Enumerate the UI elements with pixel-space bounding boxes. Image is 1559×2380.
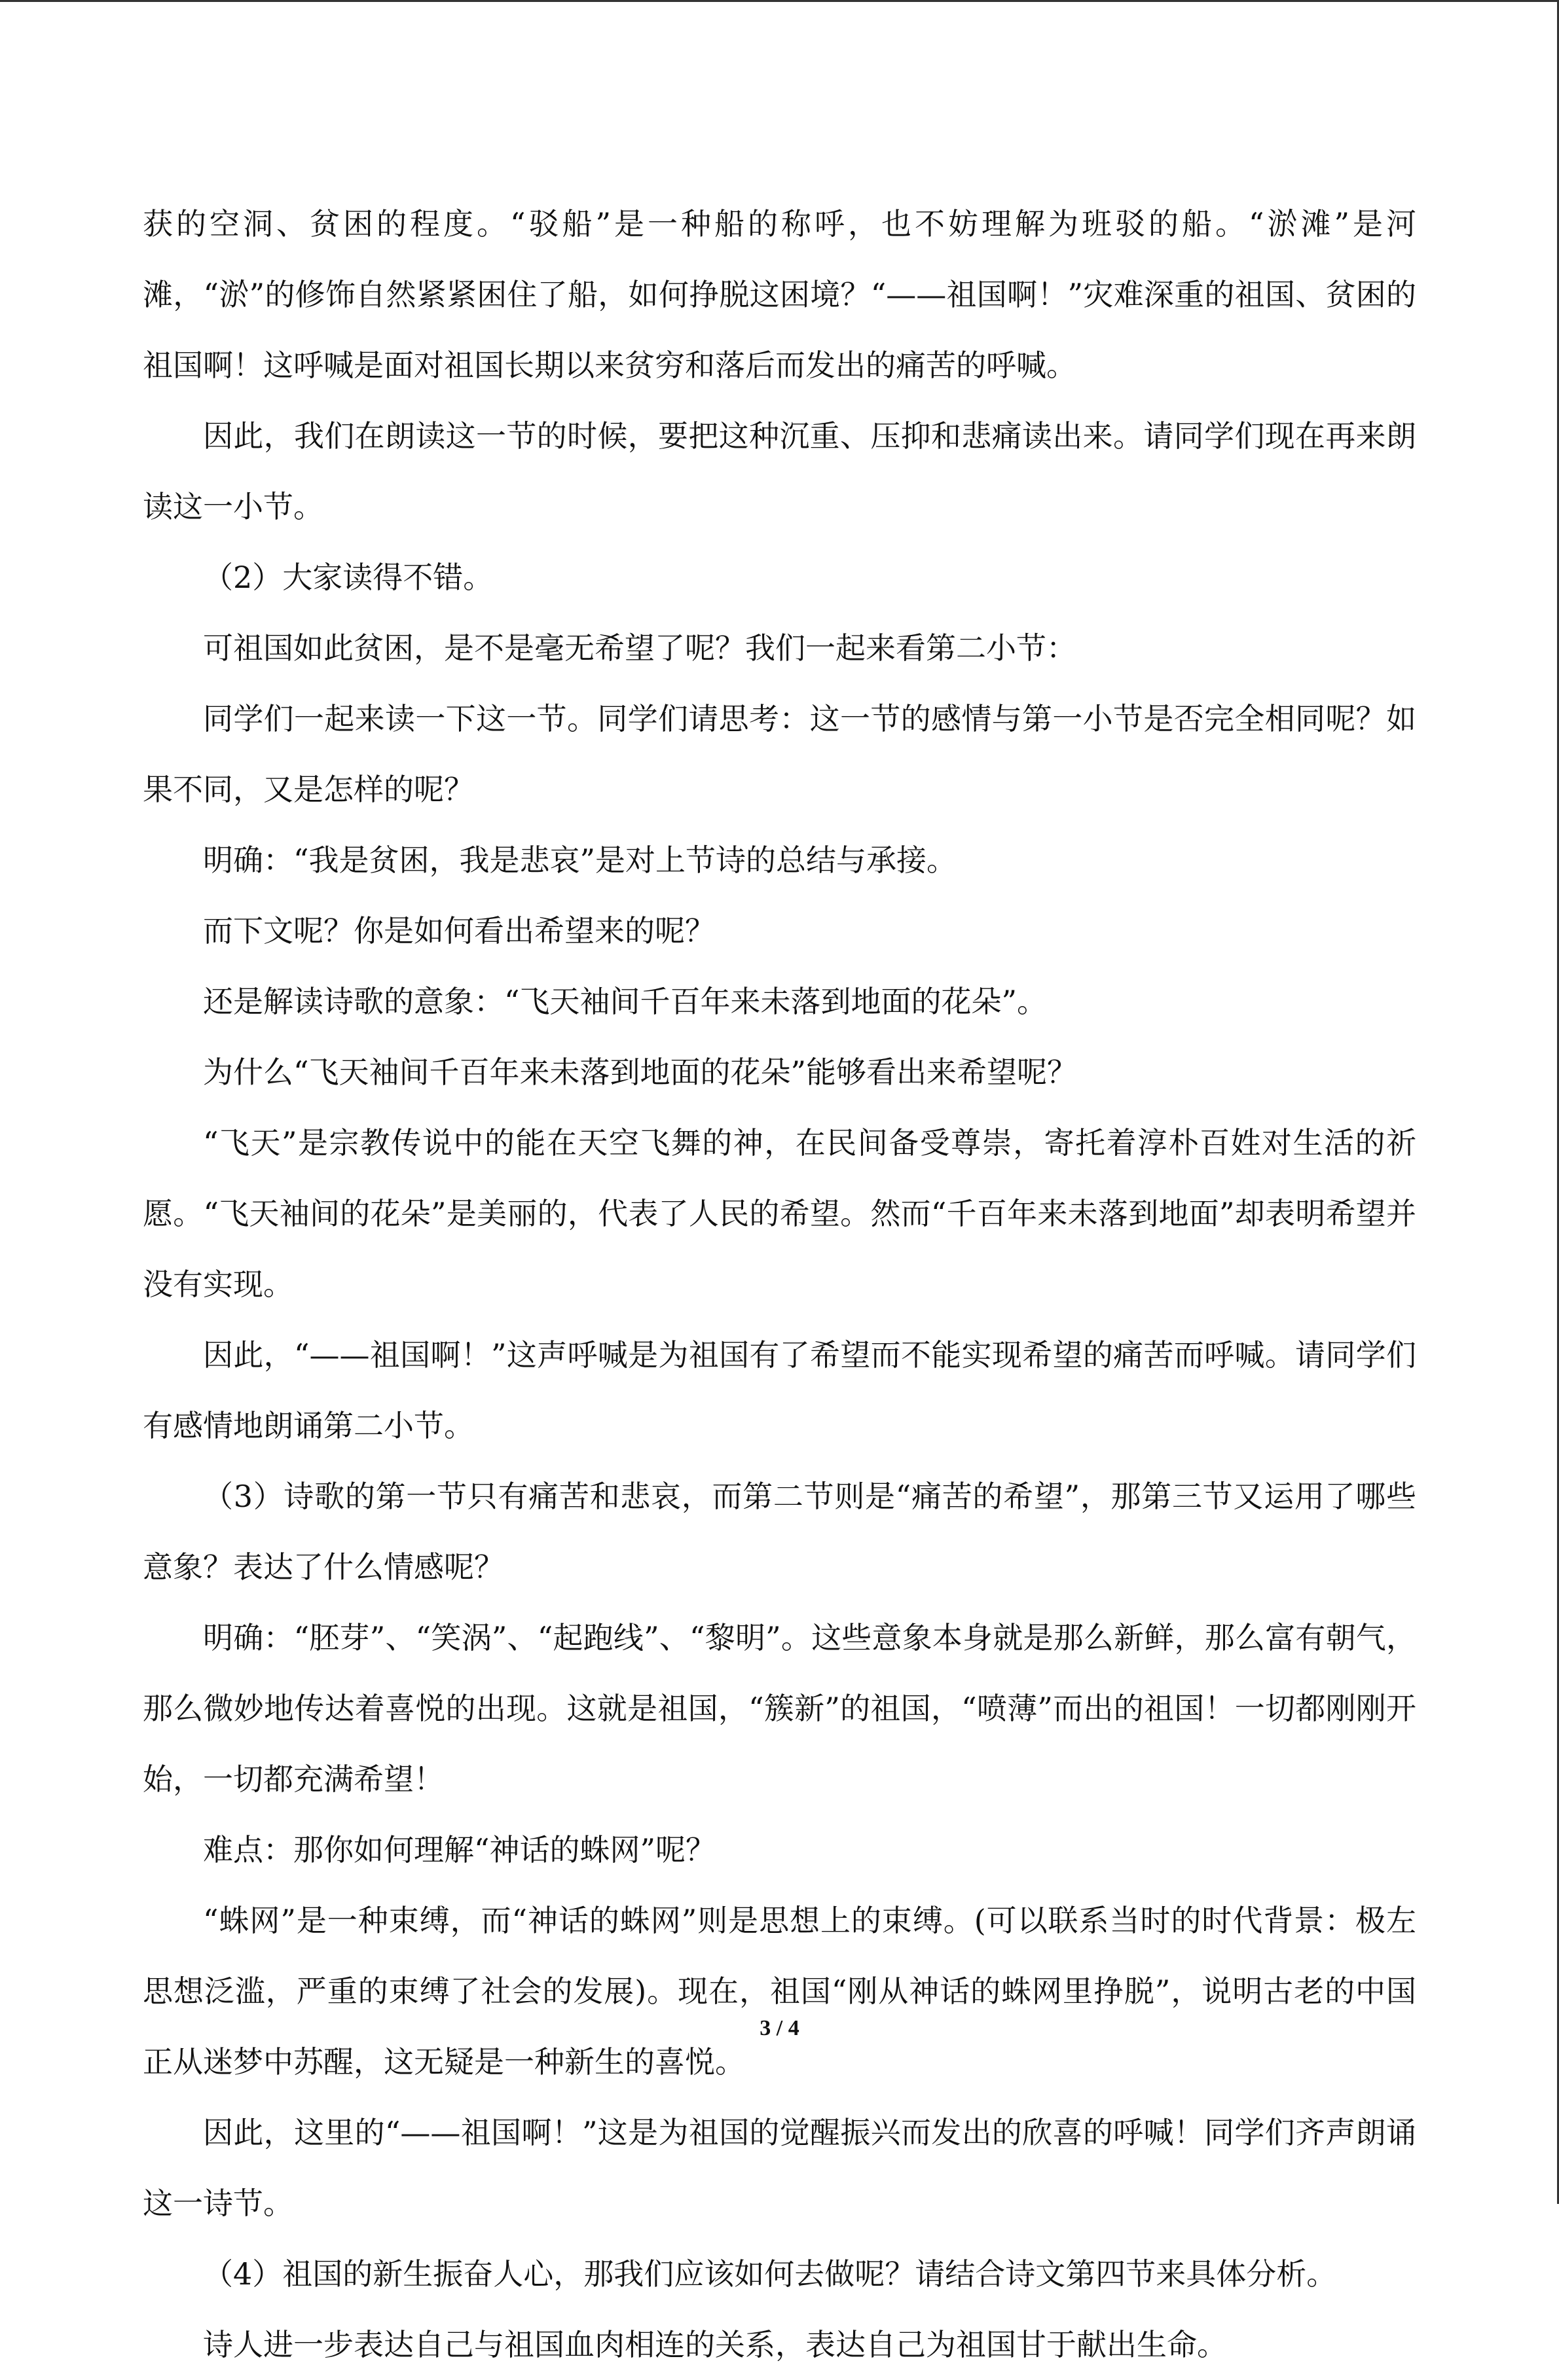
paragraph: 明确：“胚芽”、“笑涡”、“起跑线”、“黎明”。这些意象本身就是那么新鲜，那么富有朝气，那么微妙地传达着喜悦的出现。这就是祖国，“簇新”的祖国，“喷薄”而出的祖国！一切都刚刚开始，一切都充满希望！	[143, 1620, 1416, 1797]
paragraph: 诗人进一步表达自己与祖国血肉相连的关系，表达自己为祖国甘于献出生命。	[203, 2327, 1227, 2362]
paragraph: 因此，“——祖国啊！”这声呼喊是为祖国有了希望而不能实现希望的痛苦而呼喊。请同学们有感情地朗诵第二小节。	[143, 1337, 1416, 1443]
paragraph: 明确：“我是贫困，我是悲哀”是对上节诗的总结与承接。	[203, 842, 957, 878]
document-body	[143, 189, 1416, 2380]
paragraph: 为什么“飞天袖间千百年来未落到地面的花朵”能够看出来希望呢？	[203, 1055, 1078, 1090]
page-number: 3 / 4	[760, 2016, 799, 2040]
paragraph: 而下文呢？你是如何看出希望来的呢？	[203, 913, 715, 948]
paragraph-section-4: （4）祖国的新生振奋人心，那我们应该如何去做呢？请结合诗文第四节来具体分析。	[203, 2256, 1337, 2292]
paragraph-continuation: 获的空洞、贫困的程度。“驳船”是一种船的称呼，也不妨理解为班驳的船。“淤滩”是河滩，“淤”的修饰自然紧紧困住了船，如何挣脱这困境？“——祖国啊！”灾难深重的祖国、贫困的祖国啊！这呼喊是面对祖国长期以来贫穷和落后而发出的痛苦的呼喊。	[143, 206, 1416, 383]
paragraph: “飞天”是宗教传说中的能在天空飞舞的神，在民间备受尊崇，寄托着淳朴百姓对生活的祈愿。“飞天袖间的花朵”是美丽的，代表了人民的希望。然而“千百年来未落到地面”却表明希望并没有实现。	[143, 1125, 1416, 1302]
paragraph: “蛛网”是一种束缚，而“神话的蛛网”则是思想上的束缚。(可以联系当时的时代背景：极左思想泛滥，严重的束缚了社会的发展)。现在，祖国“刚从神话的蛛网里挣脱”，说明古老的中国正从迷梦中苏醒，这无疑是一种新生的喜悦。	[143, 1903, 1416, 2080]
paragraph: 难点：那你如何理解“神话的蛛网”呢？	[203, 1832, 716, 1867]
paragraph-section-3: （3）诗歌的第一节只有痛苦和悲哀，而第二节则是“痛苦的希望”，那第三节又运用了哪些意象？表达了什么情感呢？	[143, 1479, 1416, 1585]
page-border-top	[0, 0, 1559, 2]
paragraph: 同学们一起来读一下这一节。同学们请思考：这一节的感情与第一小节是否完全相同呢？如果不同，又是怎样的呢？	[143, 701, 1416, 807]
paragraph-section-2: （2）大家读得不错。	[203, 560, 494, 595]
paragraph: 因此，我们在朗读这一节的时候，要把这种沉重、压抑和悲痛读出来。请同学们现在再来朗读这一小节。	[143, 418, 1416, 524]
paragraph: 可祖国如此贫困，是不是毫无希望了呢？我们一起来看第二小节：	[203, 630, 1076, 666]
paragraph: 因此，这里的“——祖国啊！”这是为祖国的觉醒振兴而发出的欣喜的呼喊！同学们齐声朗诵这一诗节。	[143, 2115, 1416, 2221]
paragraph: 还是解读诗歌的意象：“飞天袖间千百年来未落到地面的花朵”。	[203, 984, 1048, 1019]
